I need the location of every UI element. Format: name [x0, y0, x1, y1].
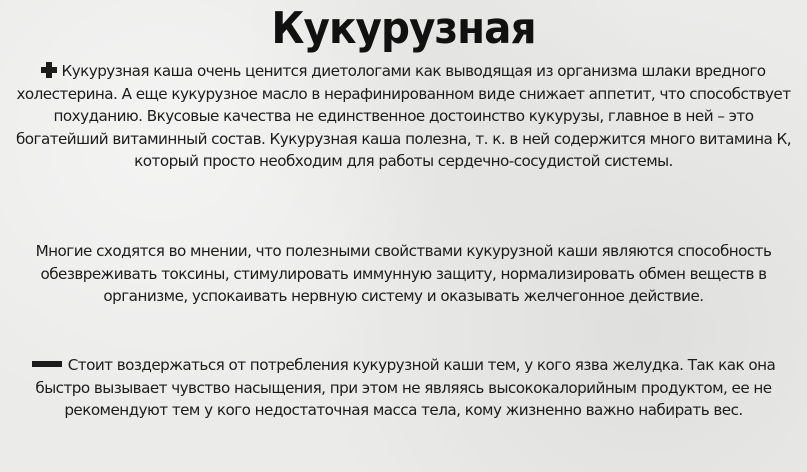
benefits-paragraph — [8, 60, 799, 173]
opinion-text: Многие сходятся во мнении, что полезными свойствами кукурузной каши являются способность обезвреживать токсины, стимулировать иммунную защиту, нормализировать обмен веществ в организме, успокаивать нервную систему и оказывать желчегонное действие. — [35, 242, 772, 306]
plus-icon — [41, 62, 57, 78]
minus-icon — [32, 361, 62, 367]
opinion-paragraph — [8, 240, 799, 308]
page-title: Кукурузная — [271, 3, 536, 54]
drawbacks-text: Стоит воздержаться от потребления кукурузной каши тем, у кого язва желудка. Так как она быстро вызывает чувство насыщения, при этом не являясь высококалорийным продуктом, ее не рекомендуют тем у кого недостаточная масса тела, кому жизненно важно набирать вес. — [35, 356, 776, 420]
drawbacks-paragraph — [8, 354, 799, 422]
benefits-text: Кукурузная каша очень ценится диетологами как выводящая из организма шлаки вредного холестерина. А еще кукурузное масло в нерафинированном виде снижает аппетит, что способствует похуданию. Вкусовые качества не единственное достоинство кукурузы, главное в ней – это богатейший витаминный состав. Кукурузная каша полезна, т. к. в ней содержится много витамина К, который просто необходим для работы сердечно-сосудистой системы. — [15, 62, 792, 171]
